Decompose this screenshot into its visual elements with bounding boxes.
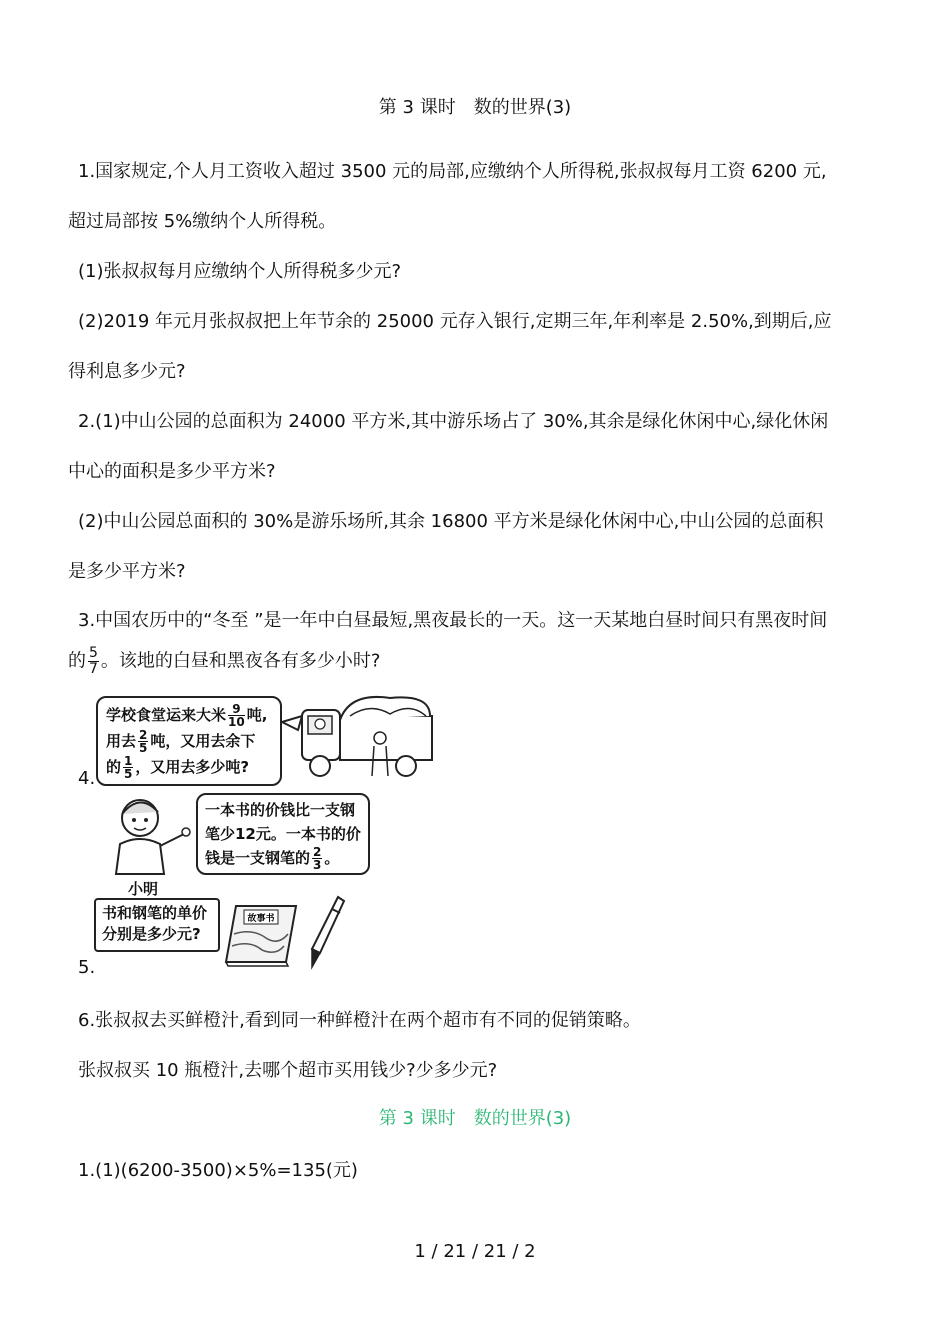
frac-numerator: 5 [89,645,98,661]
fraction-two-fifths [138,729,148,754]
q1-sub1: (1)张叔叔每月应缴纳个人所得税多少元? [78,261,402,282]
bubble-text: 笔少12元。一本书的价 [205,825,361,843]
bubble-text: 钱是一支钢笔的 [205,849,311,867]
frac-denominator: 5 [124,767,133,781]
bubble-text: 吨，又用去余下 [150,732,256,750]
lesson-title: 第 3 课时 数的世界(3) [378,97,572,118]
q1-line1: 1.国家规定,个人月工资收入超过 3500 元的局部,应缴纳个人所得税,张叔叔每月工资 6200 元, [78,161,827,182]
q2-sub2-line1: (2)中山公园总面积的 30%是游乐场所,其余 16800 平方米是绿化休闲中心,中山公园的总面积 [78,511,824,532]
bubble-text: 学校食堂运来大米 [106,706,227,724]
fraction-five-sevenths [88,646,99,677]
bubble-text: 。 [324,849,340,867]
frac-denominator: 5 [139,741,148,755]
boy-name-label: 小明 [128,880,159,898]
q6-line1: 6.张叔叔去买鲜橙汁,看到同一种鲜橙汁在两个超市有不同的促销策略。 [78,1010,641,1031]
answer-section-title: 第 3 课时 数的世界(3) [378,1108,572,1129]
question-text: 分别是多少元? [102,925,201,943]
truck-illustration [280,690,440,790]
storybook-illustration [222,900,302,968]
q4-speech-bubble [96,696,282,786]
frac-denominator: 7 [89,661,98,677]
q2-sub1-line1: 2.(1)中山公园的总面积为 24000 平方米,其中游乐场占了 30%,其余是绿化休闲中心,绿化休闲 [78,411,829,432]
frac-denominator: 3 [313,858,322,872]
q4-number: 4. [78,768,96,789]
bubble-text: ，又用去多少吨? [135,758,250,776]
q5-speech-bubble [196,793,370,875]
book-title-label: 故事书 [247,914,275,924]
frac-numerator: 2 [139,728,148,742]
frac-denominator: 10 [228,715,245,729]
q3-prefix: 的 [68,650,86,672]
q1-line2: 超过局部按 5%缴纳个人所得税。 [68,211,337,232]
q5-question-box [94,898,220,952]
q3-line1: 3.中国农历中的“冬至 ”是一年中白昼最短,黑夜最长的一天。这一天某地白昼时间只有黑夜时间 [78,610,828,631]
q2-sub1-line2: 中心的面积是多少平方米? [68,461,276,482]
q3-suffix: 。该地的白昼和黑夜各有多少小时? [100,650,381,672]
q2-sub2-line2: 是多少平方米? [68,561,186,582]
boy-xiaoming-illustration [106,794,196,878]
q3-line2 [68,646,380,677]
frac-numerator: 9 [228,703,245,716]
q1-sub2-line1: (2)2019 年元月张叔叔把上年节余的 25000 元存入银行,定期三年,年利率是 2.50%,到期后,应 [78,311,832,332]
q1-sub2-line2: 得利息多少元? [68,361,186,382]
bubble-text: 的 [106,758,122,776]
fraction-two-thirds [312,846,322,871]
answer-1: 1.(1)(6200-3500)×5%=135(元) [78,1160,358,1181]
question-text: 书和钢笔的单价 [102,904,208,922]
bubble-text: 一本书的价钱比一支钢 [205,801,356,819]
bubble-text: 用去 [106,732,137,750]
fountain-pen-illustration [302,893,348,973]
q5-number: 5. [78,957,96,978]
frac-numerator: 2 [313,845,322,859]
fraction-one-fifth [123,755,133,780]
page-number-footer: 1 / 21 / 21 / 2 [414,1241,536,1262]
q6-line2: 张叔叔买 10 瓶橙汁,去哪个超市买用钱少?少多少元? [78,1060,498,1081]
fraction-nine-tenths [228,703,245,728]
bubble-text: 吨, [246,706,268,724]
frac-numerator: 1 [124,754,133,768]
